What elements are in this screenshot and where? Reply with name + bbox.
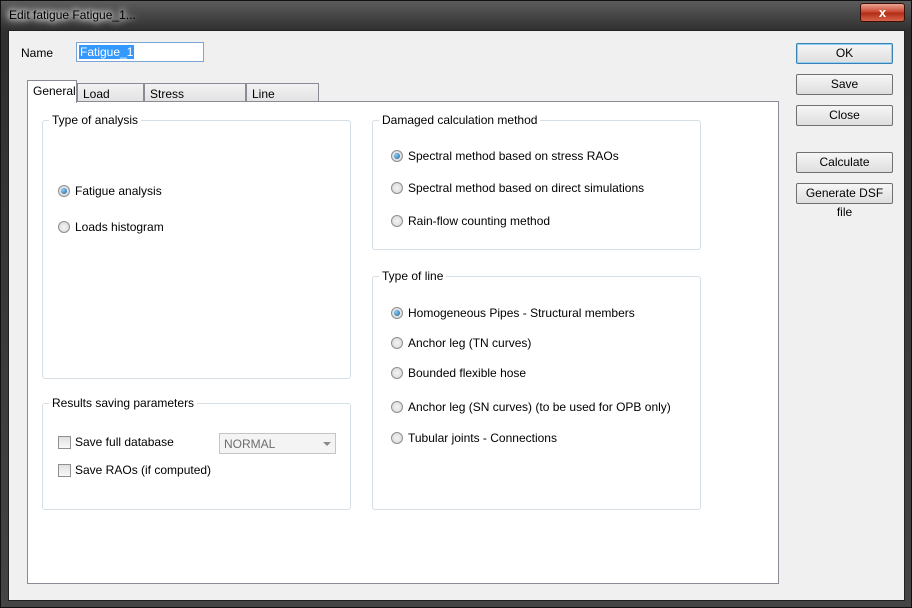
results-saving-title: Results saving parameters	[49, 396, 197, 410]
general-tab-panel	[27, 101, 779, 584]
close-button[interactable]: Close	[796, 105, 893, 126]
radio-selected-icon	[391, 150, 403, 162]
ok-button[interactable]: OK	[796, 43, 893, 64]
radio-label: Anchor leg (TN curves)	[408, 336, 532, 350]
dialog-client	[8, 30, 905, 601]
checkbox-label: Save RAOs (if computed)	[75, 463, 212, 477]
radio-unselected-icon	[391, 432, 403, 444]
checkbox-unchecked-icon	[58, 436, 71, 449]
name-input-value: Fatigue_1	[80, 45, 134, 59]
tab-line-sections[interactable]: Line	[246, 83, 319, 103]
save-level-select[interactable]	[219, 433, 336, 454]
radio-label: Bounded flexible hose	[408, 366, 527, 380]
calculate-button[interactable]: Calculate	[796, 152, 893, 173]
radio-label: Spectral method based on stress RAOs	[408, 149, 619, 163]
radio-label: Fatigue analysis	[75, 184, 162, 198]
checkbox-label: Save full database	[75, 435, 174, 449]
chevron-down-icon	[323, 442, 331, 446]
bounded-flexible-hose-radio[interactable]	[391, 366, 526, 380]
tab-stress-components[interactable]: Stress	[144, 83, 246, 103]
save-raos-checkbox[interactable]	[58, 463, 211, 477]
radio-unselected-icon	[391, 337, 403, 349]
fatigue-analysis-radio[interactable]	[58, 184, 162, 198]
type-of-analysis-title: Type of analysis	[49, 113, 141, 127]
title-bar[interactable]	[1, 1, 912, 31]
save-button[interactable]: Save	[796, 74, 893, 95]
homogeneous-pipes-radio[interactable]	[391, 306, 635, 320]
type-of-line-title: Type of line	[379, 269, 446, 283]
radio-label: Loads histogram	[75, 220, 164, 234]
anchor-leg-sn-radio[interactable]	[391, 400, 671, 414]
anchor-leg-tn-radio[interactable]	[391, 336, 531, 350]
type-of-analysis-group	[42, 113, 351, 379]
generate-dsf-button[interactable]: Generate DSF file	[796, 183, 893, 204]
type-of-line-group	[372, 269, 701, 510]
checkbox-unchecked-icon	[58, 464, 71, 477]
close-icon: x	[878, 5, 887, 20]
name-label: Name	[21, 46, 54, 60]
rain-flow-radio[interactable]	[391, 214, 550, 228]
radio-label: Homogeneous Pipes - Structural members	[408, 306, 635, 320]
save-full-database-checkbox[interactable]	[58, 435, 174, 449]
results-saving-group	[42, 396, 351, 510]
radio-unselected-icon	[391, 182, 403, 194]
tab-load-cases[interactable]: Load	[77, 83, 144, 103]
name-input[interactable]	[76, 42, 204, 62]
select-value: NORMAL	[224, 437, 276, 451]
tubular-joints-radio[interactable]	[391, 431, 557, 445]
radio-unselected-icon	[58, 221, 70, 233]
radio-label: Anchor leg (SN curves) (to be used for OPB only)	[408, 400, 671, 414]
tab-general[interactable]: General	[27, 80, 77, 103]
loads-histogram-radio[interactable]	[58, 220, 164, 234]
damaged-calculation-method-group	[372, 113, 701, 250]
radio-selected-icon	[391, 307, 403, 319]
radio-unselected-icon	[391, 401, 403, 413]
radio-selected-icon	[58, 185, 70, 197]
window-title: Edit fatigue Fatigue_1...	[9, 8, 136, 22]
damaged-calculation-method-title: Damaged calculation method	[379, 113, 540, 127]
radio-unselected-icon	[391, 215, 403, 227]
spectral-stress-raos-radio[interactable]	[391, 149, 619, 163]
radio-label: Rain-flow counting method	[408, 214, 551, 228]
spectral-direct-simulations-radio[interactable]	[391, 181, 644, 195]
window-close-button[interactable]	[860, 3, 905, 22]
radio-label: Tubular joints - Connections	[408, 431, 557, 445]
radio-unselected-icon	[391, 367, 403, 379]
radio-label: Spectral method based on direct simulations	[408, 181, 645, 195]
